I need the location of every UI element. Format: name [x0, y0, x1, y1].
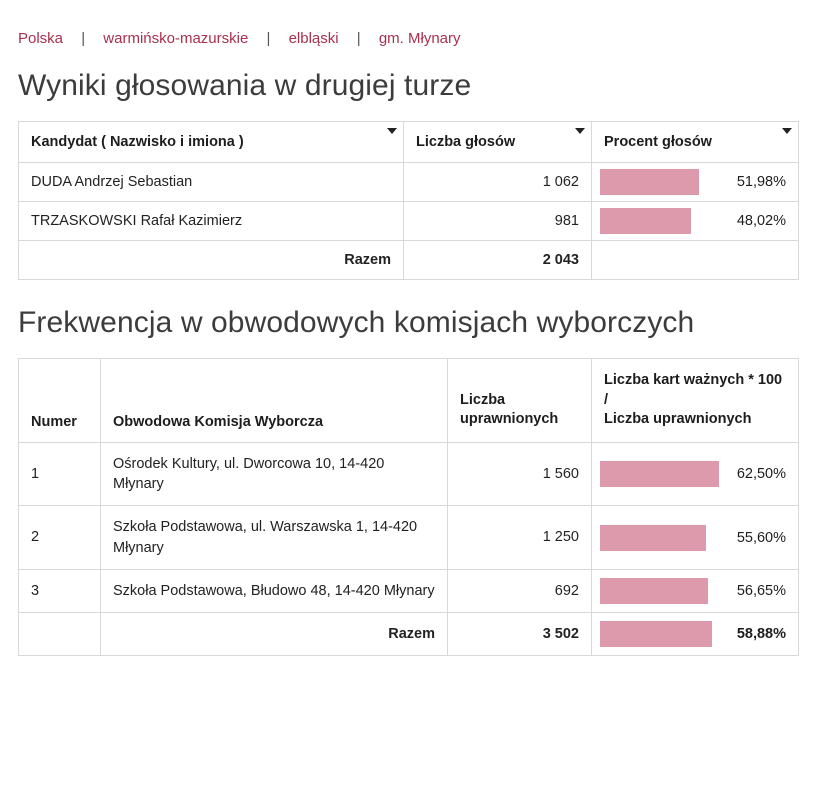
commission-number: 1 [19, 442, 101, 506]
table-row [19, 442, 799, 506]
table-row [19, 506, 799, 570]
turnout-total-label: Razem [101, 613, 448, 656]
commission-name: Szkoła Podstawowa, Błudowo 48, 14-420 Młynary [101, 569, 448, 612]
percent-bar-label: 56,65% [736, 582, 786, 599]
turnout-header-commission-label: Obwodowa Komisja Wyborcza [113, 413, 324, 430]
results-total-empty [592, 241, 799, 280]
breadcrumb-separator: | [81, 30, 86, 47]
turnout-total-percent-cell [592, 613, 799, 656]
results-title: Wyniki głosowania w drugiej turze [18, 69, 472, 102]
sort-descending-icon[interactable] [575, 128, 585, 134]
turnout-header-eligible[interactable] [448, 359, 592, 443]
percent-bar-label: 55,60% [736, 529, 786, 546]
table-row [19, 569, 799, 612]
candidate-percent-cell [592, 163, 799, 202]
percent-bar [600, 525, 790, 551]
percent-bar [600, 461, 790, 487]
breadcrumb-item-polska[interactable]: Polska [18, 30, 64, 47]
candidate-name: TRZASKOWSKI Rafał Kazimierz [19, 202, 404, 241]
turnout-header-eligible-line1: Liczba [460, 391, 506, 408]
sort-descending-icon[interactable] [782, 128, 792, 134]
breadcrumb-separator: | [266, 30, 271, 47]
turnout-header-number[interactable] [19, 359, 101, 443]
turnout-header-ratio-line2: Liczba uprawnionych [604, 411, 752, 428]
breadcrumb [18, 30, 804, 47]
candidate-name: DUDA Andrzej Sebastian [19, 163, 404, 202]
percent-bar-label: 51,98% [736, 174, 786, 190]
commission-name: Szkoła Podstawowa, ul. Warszawska 1, 14-420 Młynary [101, 506, 448, 570]
table-row [19, 163, 799, 202]
results-total-votes: 2 043 [404, 241, 592, 280]
turnout-header-ratio[interactable] [592, 359, 799, 443]
results-total-label: Razem [19, 241, 404, 280]
percent-bar-label: 58,88% [736, 626, 786, 643]
percent-bar-label: 62,50% [736, 465, 786, 482]
commission-eligible: 692 [448, 569, 592, 612]
percent-bar-fill [600, 461, 719, 487]
results-header-row [19, 122, 799, 163]
commission-percent-cell [592, 442, 799, 506]
commission-number: 3 [19, 569, 101, 612]
percent-bar-fill [600, 208, 691, 234]
sort-descending-icon[interactable] [387, 128, 397, 134]
turnout-header-row [19, 359, 799, 443]
commission-name: Ośrodek Kultury, ul. Dworcowa 10, 14-420 Młynary [101, 442, 448, 506]
percent-bar [600, 169, 790, 195]
percent-bar [600, 578, 790, 604]
results-header-percent[interactable] [592, 122, 799, 163]
breadcrumb-separator: | [356, 30, 361, 47]
commission-percent-cell [592, 569, 799, 612]
turnout-total-eligible: 3 502 [448, 613, 592, 656]
percent-bar-fill [600, 621, 712, 647]
breadcrumb-item-gmina[interactable]: gm. Młynary [378, 30, 461, 47]
turnout-header-commission[interactable] [101, 359, 448, 443]
results-header-votes-label: Liczba głosów [416, 134, 516, 150]
commission-percent-cell [592, 506, 799, 570]
table-row [19, 202, 799, 241]
percent-bar-fill [600, 169, 699, 195]
turnout-header-number-label: Numer [31, 413, 77, 430]
turnout-title: Frekwencja w obwodowych komisjach wyborczych [18, 306, 695, 339]
percent-bar [600, 621, 790, 647]
turnout-header-eligible-line2: uprawnionych [460, 411, 559, 428]
candidate-votes: 1 062 [404, 163, 592, 202]
candidate-percent-cell [592, 202, 799, 241]
results-total-row [19, 241, 799, 280]
breadcrumb-item-wojewodztwo[interactable]: warmińsko-mazurskie [103, 30, 249, 47]
turnout-total-empty [19, 613, 101, 656]
commission-eligible: 1 560 [448, 442, 592, 506]
percent-bar-label: 48,02% [736, 213, 786, 229]
turnout-total-row [19, 613, 799, 656]
commission-eligible: 1 250 [448, 506, 592, 570]
percent-bar [600, 208, 790, 234]
percent-bar-fill [600, 578, 708, 604]
percent-bar-fill [600, 525, 706, 551]
candidate-votes: 981 [404, 202, 592, 241]
breadcrumb-item-powiat[interactable]: elbląski [288, 30, 339, 47]
results-table [18, 121, 799, 280]
commission-number: 2 [19, 506, 101, 570]
results-header-percent-label: Procent głosów [604, 134, 712, 150]
results-header-candidate[interactable] [19, 122, 404, 163]
results-header-candidate-label: Kandydat ( Nazwisko i imiona ) [31, 134, 244, 150]
turnout-header-ratio-line1: Liczba kart ważnych * 100 / [604, 372, 783, 408]
turnout-table [18, 358, 799, 656]
results-header-votes[interactable] [404, 122, 592, 163]
